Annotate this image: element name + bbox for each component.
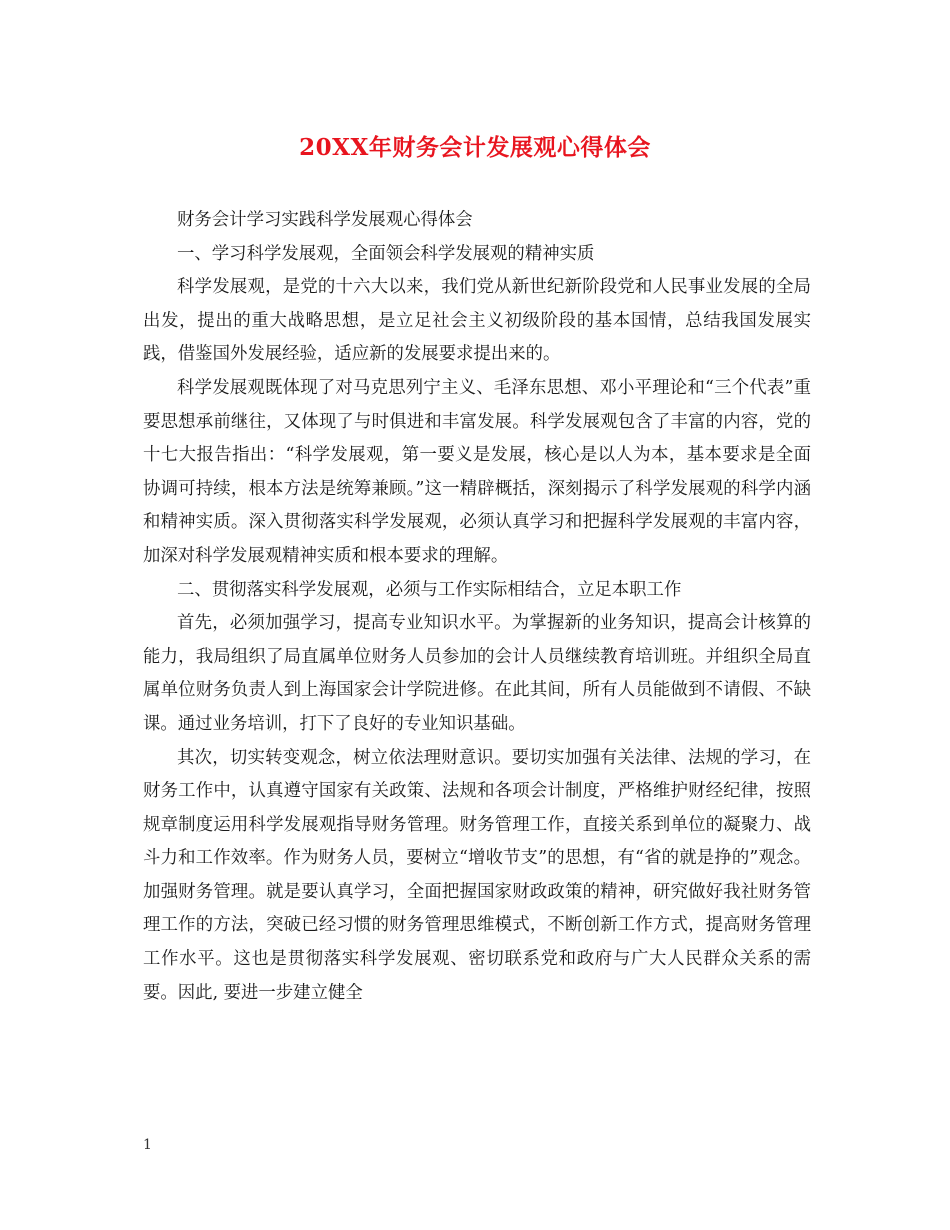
subtitle-paragraph: 财务会计学习实践科学发展观心得体会 [177,210,473,230]
document-body [143,204,811,1010]
document-title: 20XX年财务会计发展观心得体会 [299,134,651,161]
body-paragraph: 科学发展观，是党的十六大以来，我们党从新世纪新阶段党和人民事业发展的全局出发，提出的重大战略思想，是立足社会主义初级阶段的基本国情，总结我国发展实践，借鉴国外发展经验，适应新的发展要求提出来的。 [143,277,811,365]
page-number: 1 [143,1137,152,1153]
section-heading-2: 二、贯彻落实科学发展观，必须与工作实际相结合，立足本职工作 [177,579,682,600]
body-paragraph: 首先，必须加强学习，提高专业知识水平。为掌握新的业务知识，提高会计核算的能力，我局组织了局直属单位财务人员参加的会计人员继续教育培训班。并组织全局直属单位财务负责人到上海国家会计学院进修。在此其间，所有人员能做到不请假、不缺课。通过业务培训，打下了良好的专业知识基础。 [143,613,811,734]
body-paragraph: 科学发展观既体现了对马克思列宁主义、毛泽东思想、邓小平理论和“三个代表”重要思想承前继往，又体现了与时俱进和丰富发展。科学发展观包含了丰富的内容，党的十七大报告指出：“科学发展观，第一要义是发展，核心是以人为本，基本要求是全面协调可持续，根本方法是统筹兼顾。”这一精辟概括，深刻揭示了科学发展观的科学内涵和精神实质。深入贯彻落实科学发展观，必须认真学习和把握科学发展观的丰富内容，加深对科学发展观精神实质和根本要求的理解。 [143,377,811,566]
section-heading-1: 一、学习科学发展观，全面领会科学发展观的精神实质 [177,243,595,264]
body-paragraph: 其次，切实转变观念，树立依法理财意识。要切实加强有关法律、法规的学习，在财务工作中，认真遵守国家有关政策、法规和各项会计制度，严格维护财经纪律，按照规章制度运用科学发展观指导财务管理。财务管理工作，直接关系到单位的凝聚力、战斗力和工作效率。作为财务人员，要树立“增收节支”的思想，有“省的就是挣的”观念。加强财务管理。就是要认真学习，全面把握国家财政政策的精神，研究做好我社财务管理工作的方法，突破已经习惯的财务管理思维模式，不断创新工作方式，提高财务管理工作水平。这也是贯彻落实科学发展观、密切联系党和政府与广大人民群众关系的需要。因此, 要进一步建立健全 [143,747,811,1003]
